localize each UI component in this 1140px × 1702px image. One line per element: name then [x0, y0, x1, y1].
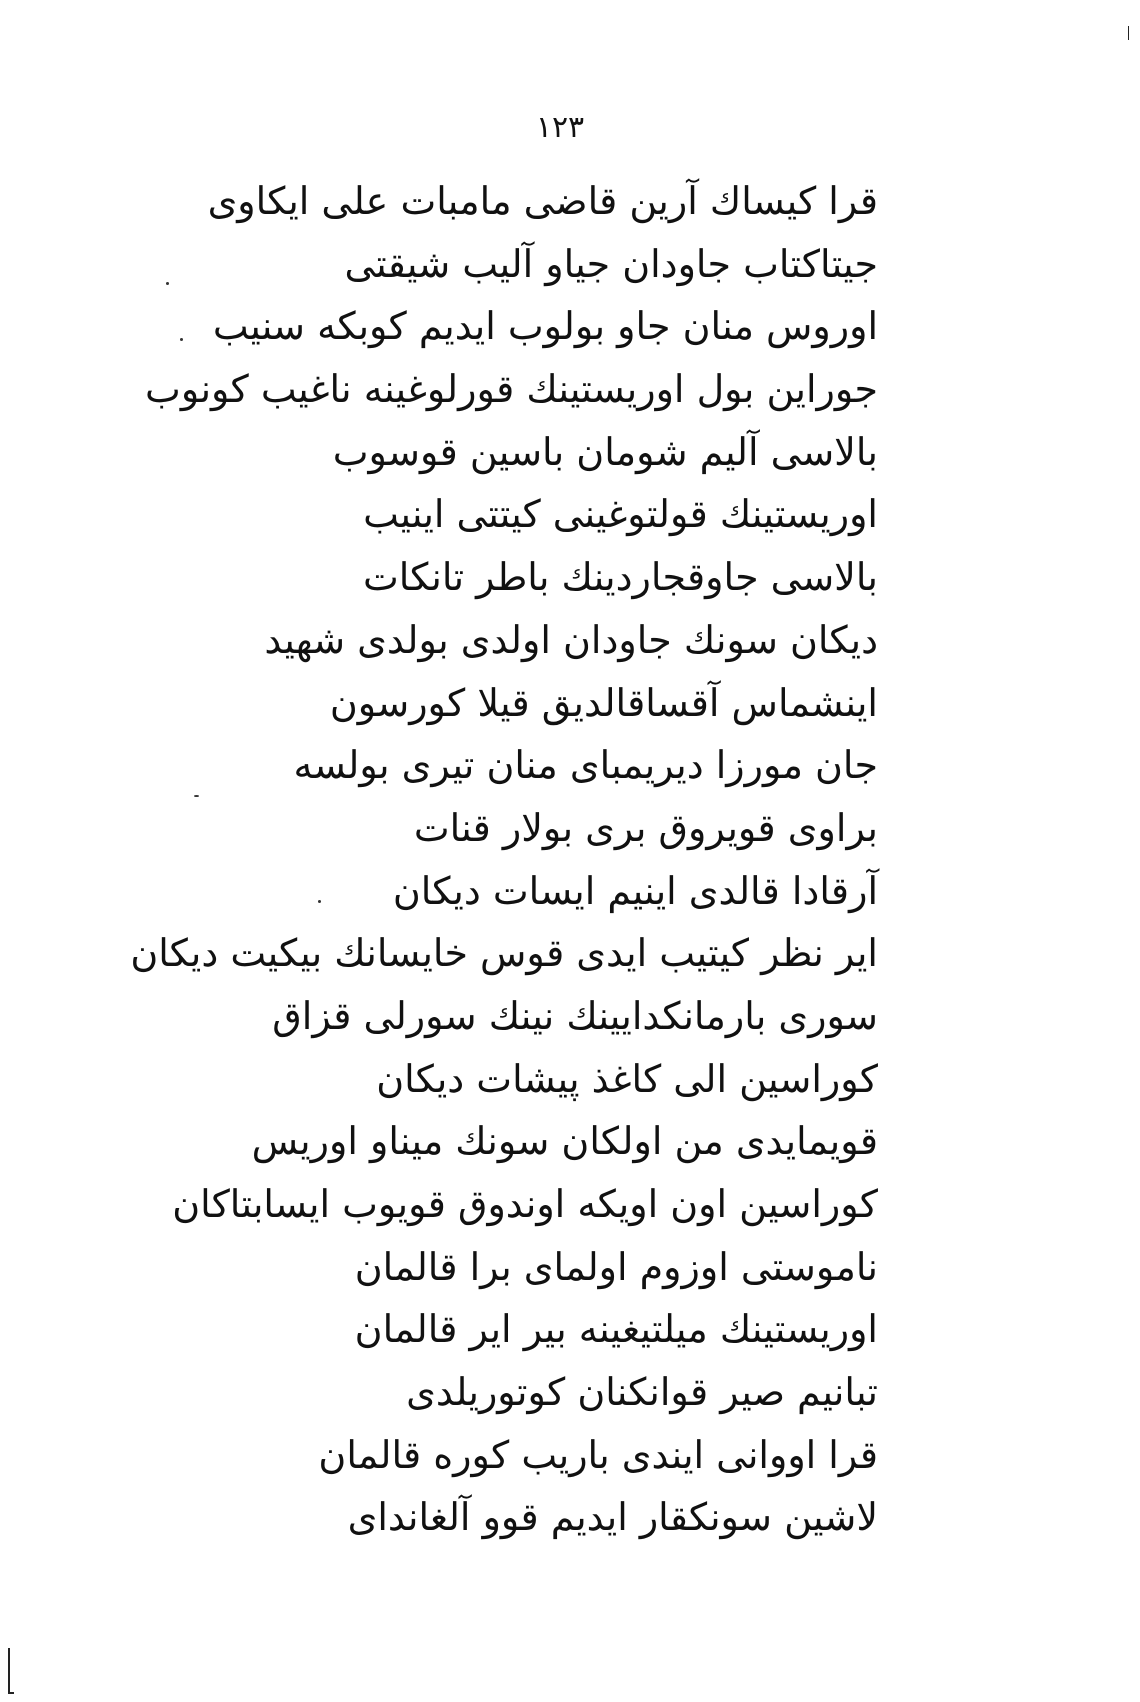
- verse-line: قرا اووانی ایندی باریب کوره قالمان: [318, 1432, 878, 1477]
- verse-line: تبانیم صیر قوانکنان کوتوریلدی: [406, 1370, 878, 1415]
- verse-line: جوراین بول اوریستینك قورلوغینه ناغیب کونوب: [145, 367, 878, 412]
- verse-line: براوی قویروق بری بولار قنات: [413, 805, 878, 850]
- verse-line: قرا کیساك آرین قاضی مامبات علی ایکاوی: [207, 179, 878, 223]
- verse-line: ناموستی اوزوم اولمای برا قالمان: [354, 1244, 878, 1289]
- scan-speck: [166, 282, 169, 285]
- margin-mark: [1128, 26, 1129, 40]
- verse-line: کوراسین اون اویکه اوندوق قویوب ایسابتاکان: [172, 1182, 878, 1226]
- verse-line: اینشماس آقساقالدیق قیلا کورسون: [329, 680, 878, 725]
- verse-line: اوریستینك میلتیغینه بیر ایر قالمان: [354, 1307, 878, 1352]
- verse-line: جان مورزا دیریمبای منان تیری بولسه: [293, 743, 878, 788]
- margin-mark: [8, 1648, 10, 1694]
- verse-line: ایر نظر کیتیب ایدی قوس خایسانك بیکیت دیکان: [130, 931, 878, 976]
- verse-line: آرقادا قالدی اینیم ایسات دیکان: [392, 868, 878, 913]
- verse-line: جیتاکتاب جاودان جیاو آلیب شیقتی: [344, 241, 878, 286]
- scan-speck: [318, 900, 321, 903]
- scan-speck: [194, 795, 199, 797]
- verse-line: قویمایدی من اولکان سونك میناو اوریس: [251, 1119, 878, 1164]
- page-number: ۱۲۳: [535, 110, 585, 145]
- verse-line: اوریستینك قولتوغینی کیتتی اینیب: [363, 492, 878, 537]
- verse-line: بالاسی جاوقجاردینك باطر تانكات: [362, 555, 878, 600]
- poem-text: [130, 170, 878, 1549]
- scan-speck: [180, 338, 183, 341]
- margin-mark: [8, 1692, 14, 1694]
- verse-line: بالاسی آلیم شومان باسین قوسوب: [332, 429, 878, 474]
- verse-line: سوری بارمانكدایینك نینك سورلی قزاق: [272, 993, 878, 1038]
- verse-line: اوروس منان جاو بولوب ایدیم کوبکه سنیب: [212, 304, 878, 349]
- verse-line: کوراسین الی کاغذ پیشات دیکان: [376, 1056, 878, 1101]
- verse-line: لاشین سونکقار ایدیم قوو آلغاندای: [347, 1495, 878, 1540]
- verse-line: دیکان سونك جاودان اولدی بولدی شهید: [264, 617, 878, 662]
